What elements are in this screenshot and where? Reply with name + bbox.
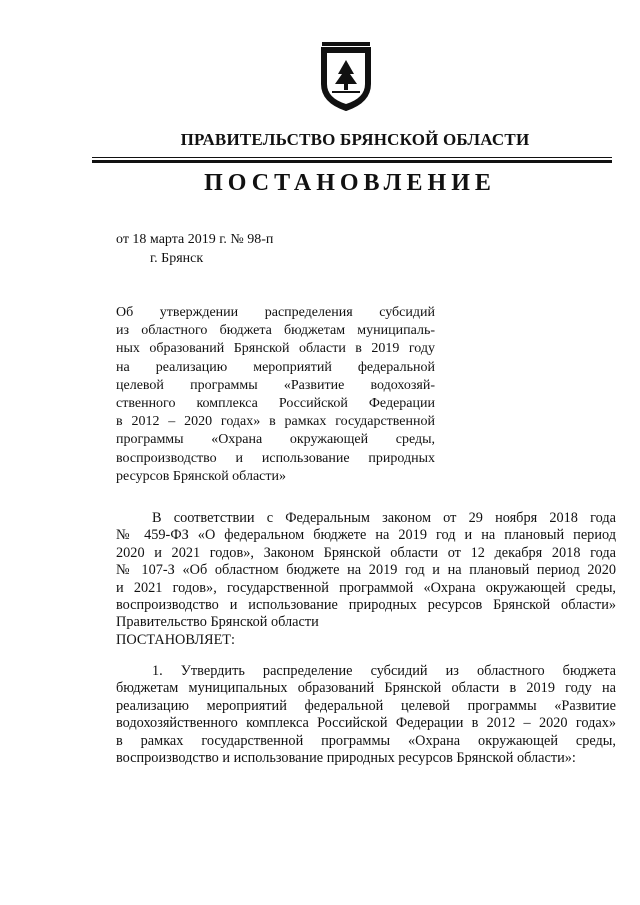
preamble-line: Правительство Брянской области xyxy=(116,614,319,631)
item-1-line: 1. Утвердить распределение субсидий из областного бюджета xyxy=(152,663,616,679)
preamble-line: № 107-З «Об областном бюджете на 2019 год и на плановый период 2020 xyxy=(116,562,616,579)
subject-line: в 2012 – 2020 годах» в рамках государственной xyxy=(116,414,435,430)
decree-word: ПОСТАНОВЛЯЕТ: xyxy=(116,632,236,648)
government-name: ПРАВИТЕЛЬСТВО БРЯНСКОЙ ОБЛАСТИ xyxy=(180,130,530,149)
header-rule-thick xyxy=(92,160,612,163)
subject-line: ных образований Брянской области в 2019 году xyxy=(116,341,435,357)
document-subject xyxy=(116,304,435,486)
document-date-number: от 18 марта 2019 г. № 98-п xyxy=(116,232,274,247)
item-1-line: водохозяйственного комплекса Российской Федерации в 2012 – 2020 годах» xyxy=(116,715,616,732)
subject-line: Об утверждении распределения субсидий xyxy=(116,305,435,320)
preamble-line: 2020 и 2021 годов», Законом Брянской области от 12 декабря 2018 года xyxy=(116,544,616,561)
preamble-line: и 2021 годов», государственной программой «Охрана окружающей среды, xyxy=(116,579,616,596)
item-1-line: воспроизводство и использование природных ресурсов Брянской области»: xyxy=(116,750,576,767)
subject-line: ресурсов Брянской области» xyxy=(116,468,286,484)
document-city: г. Брянск xyxy=(150,251,204,266)
preamble-paragraph xyxy=(116,510,616,632)
item-1-line: реализацию мероприятий федеральной целевой программы «Развитие xyxy=(116,697,616,714)
subject-line: программы «Охрана окружающей среды, xyxy=(116,432,435,448)
item-1-line: бюджетам муниципальных образований Брянской области в 2019 году на xyxy=(116,680,616,697)
subject-line: целевой программы «Развитие водохозяй- xyxy=(116,377,435,393)
coat-of-arms-icon xyxy=(318,40,374,114)
subject-line: из областного бюджета бюджетам муниципаль- xyxy=(116,323,435,339)
document-type: ПОСТАНОВЛЕНИЕ xyxy=(204,170,496,196)
preamble-line: воспроизводство и использование природных ресурсов Брянской области» xyxy=(116,597,616,614)
subject-line: на реализацию мероприятий федеральной xyxy=(116,359,435,375)
item-1-paragraph xyxy=(116,663,616,767)
subject-line: ственного комплекса Российской Федерации xyxy=(116,396,435,412)
header-rule-thin xyxy=(92,157,612,158)
subject-line: воспроизводство и использование природных xyxy=(116,450,435,466)
item-1-line: в рамках государственной программы «Охрана окружающей среды, xyxy=(116,732,616,749)
preamble-line: № 459-ФЗ «О федеральном бюджете на 2019 год и на плановый период xyxy=(116,527,616,544)
preamble-line: В соответствии с Федеральным законом от 29 ноября 2018 года xyxy=(152,510,616,526)
